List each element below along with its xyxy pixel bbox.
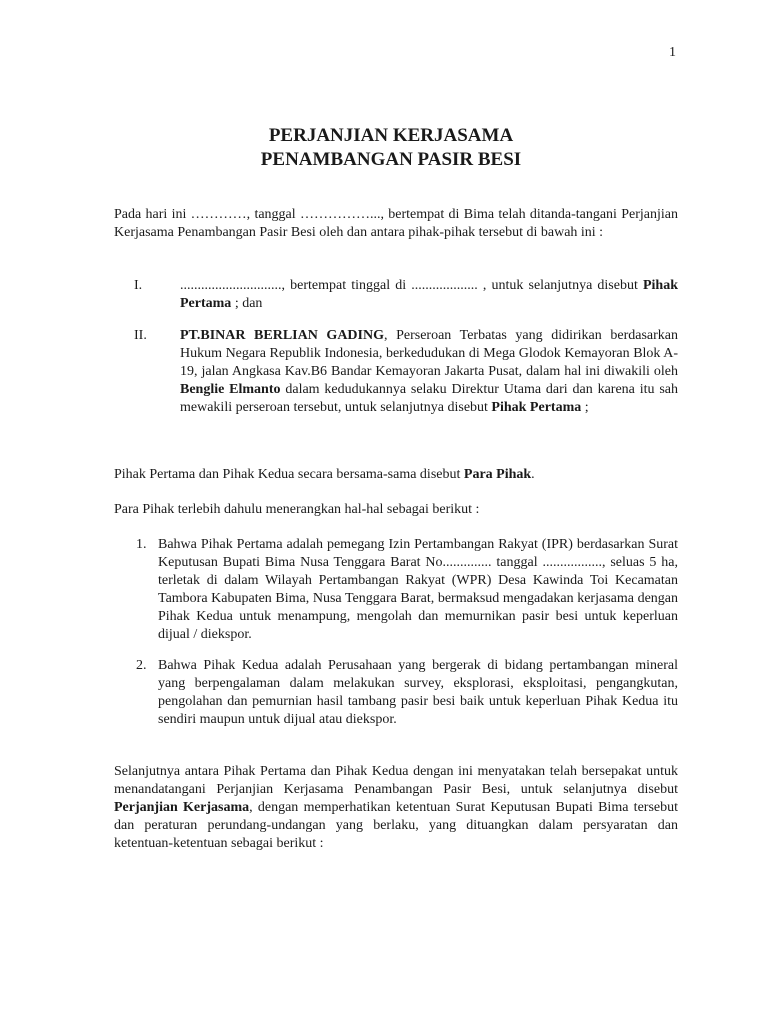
page-number: 1 [669, 45, 676, 60]
party-one-designation: Pihak Pertama [180, 278, 678, 311]
party-two-designation: Pihak Pertama [491, 400, 582, 415]
recital-two-text: Bahwa Pihak Kedua adalah Perusahaan yang bergerak di bidang pertambangan mineral yang berpengalaman dalam melakukan survey, eksplorasi, eksploitasi, pengangkutan, pengolahan dan pemurnian hasil tambang pasir besi baik untuk keperluan Pihak Kedua itu sendiri maupun untuk dijual atau diekspor. [158, 658, 678, 727]
party-two-marker: II. [134, 328, 147, 343]
para-pihak-paragraph: Pihak Pertama dan Pihak Kedua secara bersama-sama disebut Para Pihak. [114, 467, 535, 482]
title-line-1: PERJANJIAN KERJASAMA [268, 125, 514, 146]
para-pihak-term: Para Pihak [463, 467, 532, 482]
title-line-2: PENAMBANGAN PASIR BESI [260, 149, 522, 170]
party-two-text: PT.BINAR BERLIAN GADING, Perseroan Terbatas yang didirikan berdasarkan Hukum Negara Republik Indonesia, berkedudukan di Mega Glodok Kemayoran Blok A-19, jalan Angkasa Kav.B6 Bandar Kemayoran Jakarta Pusat, dalam hal ini diwakili oleh Benglie Elmanto dalam kedudukannya selaku Direktur Utama dari dan karena itu sah mewakili perseroan tersebut, untuk selanjutnya disebut Pihak Pertama ; [180, 328, 678, 415]
party-one-marker: I. [134, 278, 143, 293]
closing-term: Perjanjian Kerjasama [114, 800, 250, 815]
recital-one-marker: 1. [136, 537, 147, 552]
opening-text: Pada hari ini …………, tanggal ……………..., bertempat di Bima telah ditanda-tangani Perjanjian Kerjasama Penambangan Pasir Besi oleh dan antara pihak-pihak tersebut di bawah ini : [114, 207, 678, 240]
recital-one-text: Bahwa Pihak Pertama adalah pemegang Izin Pertambangan Rakyat (IPR) berdasarkan Surat Keputusan Bupati Bima Nusa Tenggara Barat No.............. tanggal ................., seluas 5 ha, terletak di dalam Wilayah Pertambangan Rakyat (WPR) Desa Kawinda Toi Kecamatan Tambora Kabupaten Bima, Nusa Tenggara Barat, bermaksud mengadakan kerjasama dengan Pihak Kedua untuk menampung, mengolah dan memurnikan pasir besi untuk keperluan dijual / diekspor. [158, 537, 678, 642]
recitals-intro: Para Pihak terlebih dahulu menerangkan hal-hal sebagai berikut : [114, 502, 480, 517]
party-two-company: PT.BINAR BERLIAN GADING [180, 328, 384, 343]
closing-paragraph: Selanjutnya antara Pihak Pertama dan Pihak Kedua dengan ini menyatakan telah bersepakat untuk menandatangani Perjanjian Kerjasama Penambangan Pasir Besi, untuk selanjutnya disebut Perjanjian Kerjasama, dengan memperhatikan ketentuan Surat Keputusan Bupati Bima tersebut dan peraturan perundang-undangan yang berlaku, yang dituangkan dalam persyaratan dan ketentuan-ketentuan sebagai berikut : [114, 764, 678, 851]
party-two-representative: Benglie Elmanto [180, 382, 281, 397]
opening-paragraph [114, 206, 678, 242]
document-title [0, 124, 768, 172]
recital-two-marker: 2. [136, 658, 147, 673]
party-one-text: ............................., bertempat tinggal di ................... , untuk selanjutnya disebut Pihak Pertama ; dan [180, 278, 678, 311]
